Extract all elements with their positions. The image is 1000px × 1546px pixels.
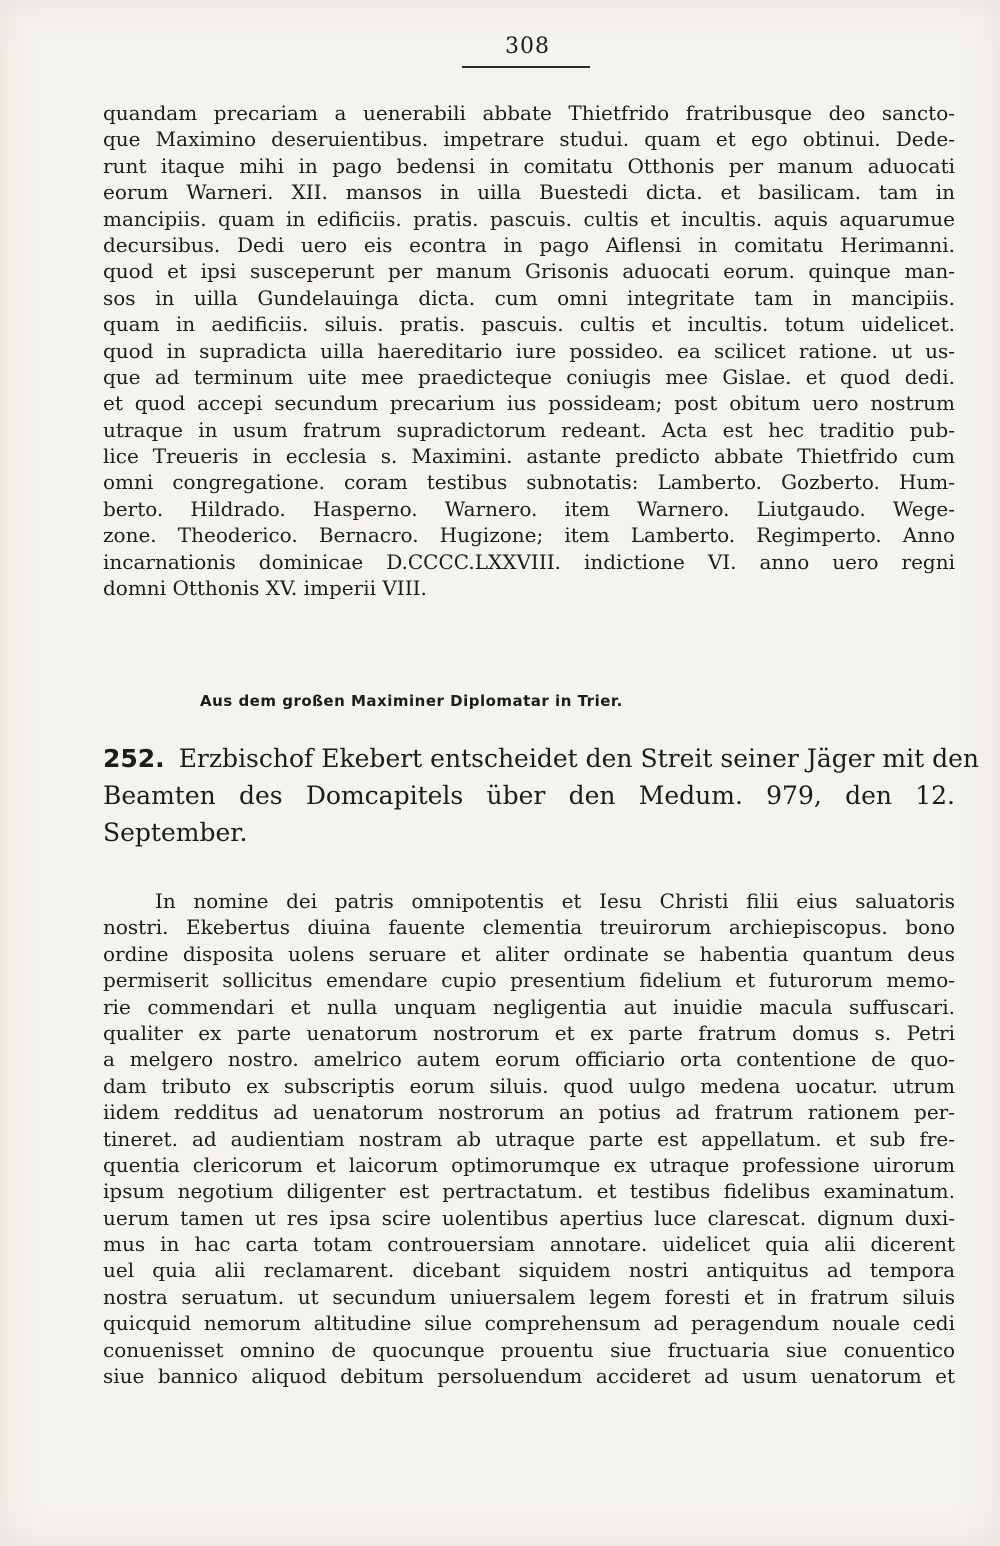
text-line: quentia clericorum et laicorum optimorumque ex utraque professione uirorum	[103, 1152, 955, 1177]
heading-line	[103, 740, 980, 777]
text-line: uel quia alii reclamarent. dicebant siquidem nostri antiquitus ad tempora	[103, 1258, 955, 1283]
text-line: rie commendari et nulla unquam negligentia aut inuidie macula suffuscari.	[103, 994, 955, 1019]
text-line: decursibus. Dedi uero eis econtra in pago Aiflensi in comitatu Herimanni.	[103, 232, 955, 257]
text-line: berto. Hildrado. Hasperno. Warnero. item Warnero. Liutgaudo. Wege-	[103, 496, 955, 521]
heading-line-text: Erzbischof Ekebert entscheidet den Streit seiner Jäger mit den	[178, 744, 980, 773]
text-line: utraque in usum fratrum supradictorum redeant. Acta est hec traditio pub-	[103, 417, 955, 442]
text-line: nostri. Ekebertus diuina fauente clementia treuirorum archiepiscopus. bono	[103, 915, 955, 940]
text-line: incarnationis dominicae D.CCCC.LXXVIII. indictione VI. anno uero regni	[103, 549, 955, 574]
charter-heading	[103, 740, 980, 851]
text-line: conuenisset omnino de quocunque prouentu siue fructuaria siue conuentico	[103, 1337, 955, 1362]
text-line: a melgero nostro. amelrico autem eorum officiario orta contentione de quo-	[103, 1047, 955, 1072]
heading-line: Beamten des Domcapitels über den Medum. 979, den 12.	[103, 781, 955, 810]
text-line: siue bannico aliquod debitum persoluendum accideret ad usum uenatorum et	[103, 1364, 955, 1389]
text-line: ordine disposita uolens seruare et aliter ordinate se habentia quantum deus	[103, 941, 955, 966]
text-line: qualiter ex parte uenatorum nostrorum et ex parte fratrum domus s. Petri	[103, 1020, 955, 1045]
text-line: sos in uilla Gundelauinga dicta. cum omni integritate tam in mancipiis.	[103, 285, 955, 310]
charter-text	[103, 888, 955, 1389]
text-line: In nomine dei patris omnipotentis et Iesu Christi filii eius saluatoris	[155, 889, 955, 913]
heading-line: September.	[103, 818, 248, 847]
text-line: runt itaque mihi in pago bedensi in comitatu Otthonis per manum aduocati	[103, 153, 955, 178]
text-line: quam in aedificiis. siluis. pratis. pascuis. cultis et incultis. totum uidelicet.	[103, 312, 955, 337]
text-line: quod in supradicta uilla haereditario iure possideo. ea scilicet ratione. ut us-	[103, 338, 955, 363]
header-rule	[462, 66, 590, 68]
text-line: domni Otthonis XV. imperii VIII.	[103, 576, 427, 601]
text-line: iidem redditus ad uenatorum nostrorum an potius ad fratrum rationem per-	[103, 1100, 955, 1125]
text-line: tineret. ad audientiam nostram ab utraque parte est appellatum. et sub fre-	[103, 1126, 955, 1151]
text-line: quandam precariam a uenerabili abbate Thietfrido fratribusque deo sancto-	[103, 101, 955, 125]
text-line: et quod accepi secundum precarium ius possideam; post obitum uero nostrum	[103, 391, 955, 416]
text-line: dam tributo ex subscriptis eorum siluis. quod uulgo medena uocatur. utrum	[103, 1073, 955, 1098]
charter-text-continued	[103, 100, 955, 601]
text-line: que Maximino deseruientibus. impetrare studui. quam et ego obtinui. Dede-	[103, 127, 955, 152]
text-line: quod et ipsi susceperunt per manum Grisonis aduocati eorum. quinque man-	[103, 259, 955, 284]
text-line: eorum Warneri. XII. mansos in uilla Buestedi dicta. et basilicam. tam in	[103, 180, 955, 205]
text-line: quicquid nemorum altitudine silue comprehensum ad peragendum nouale cedi	[103, 1311, 955, 1336]
charter-number: 252.	[103, 744, 165, 773]
text-line: mancipiis. quam in edificiis. pratis. pascuis. cultis et incultis. aquis aquarumue	[103, 206, 955, 231]
text-line: nostra seruatum. ut secundum uniuersalem legem foresti et in fratrum siluis	[103, 1284, 955, 1309]
text-line: que ad terminum uite mee praedicteque coniugis mee Gislae. et quod dedi.	[103, 364, 955, 389]
text-line: omni congregatione. coram testibus subnotatis: Lamberto. Gozberto. Hum-	[103, 470, 955, 495]
text-line: uerum tamen ut res ipsa scire uolentibus apertius luce clarescat. dignum duxi-	[103, 1205, 955, 1230]
text-line: mus in hac carta totam controuersiam annotare. uidelicet quia alii dicerent	[103, 1232, 955, 1257]
page-number: 308	[505, 34, 550, 59]
text-line: lice Treueris in ecclesia s. Maximini. astante predicto abbate Thietfrido cum	[103, 444, 955, 469]
source-note: Aus dem großen Maximiner Diplomatar in Trier.	[200, 692, 623, 710]
text-line: permiserit sollicitus emendare cupio presentium fidelium et futurorum memo-	[103, 968, 955, 993]
text-line: zone. Theoderico. Bernacro. Hugizone; item Lamberto. Regimperto. Anno	[103, 523, 955, 548]
text-line: ipsum negotium diligenter est pertractatum. et testibus fidelibus examinatum.	[103, 1179, 955, 1204]
